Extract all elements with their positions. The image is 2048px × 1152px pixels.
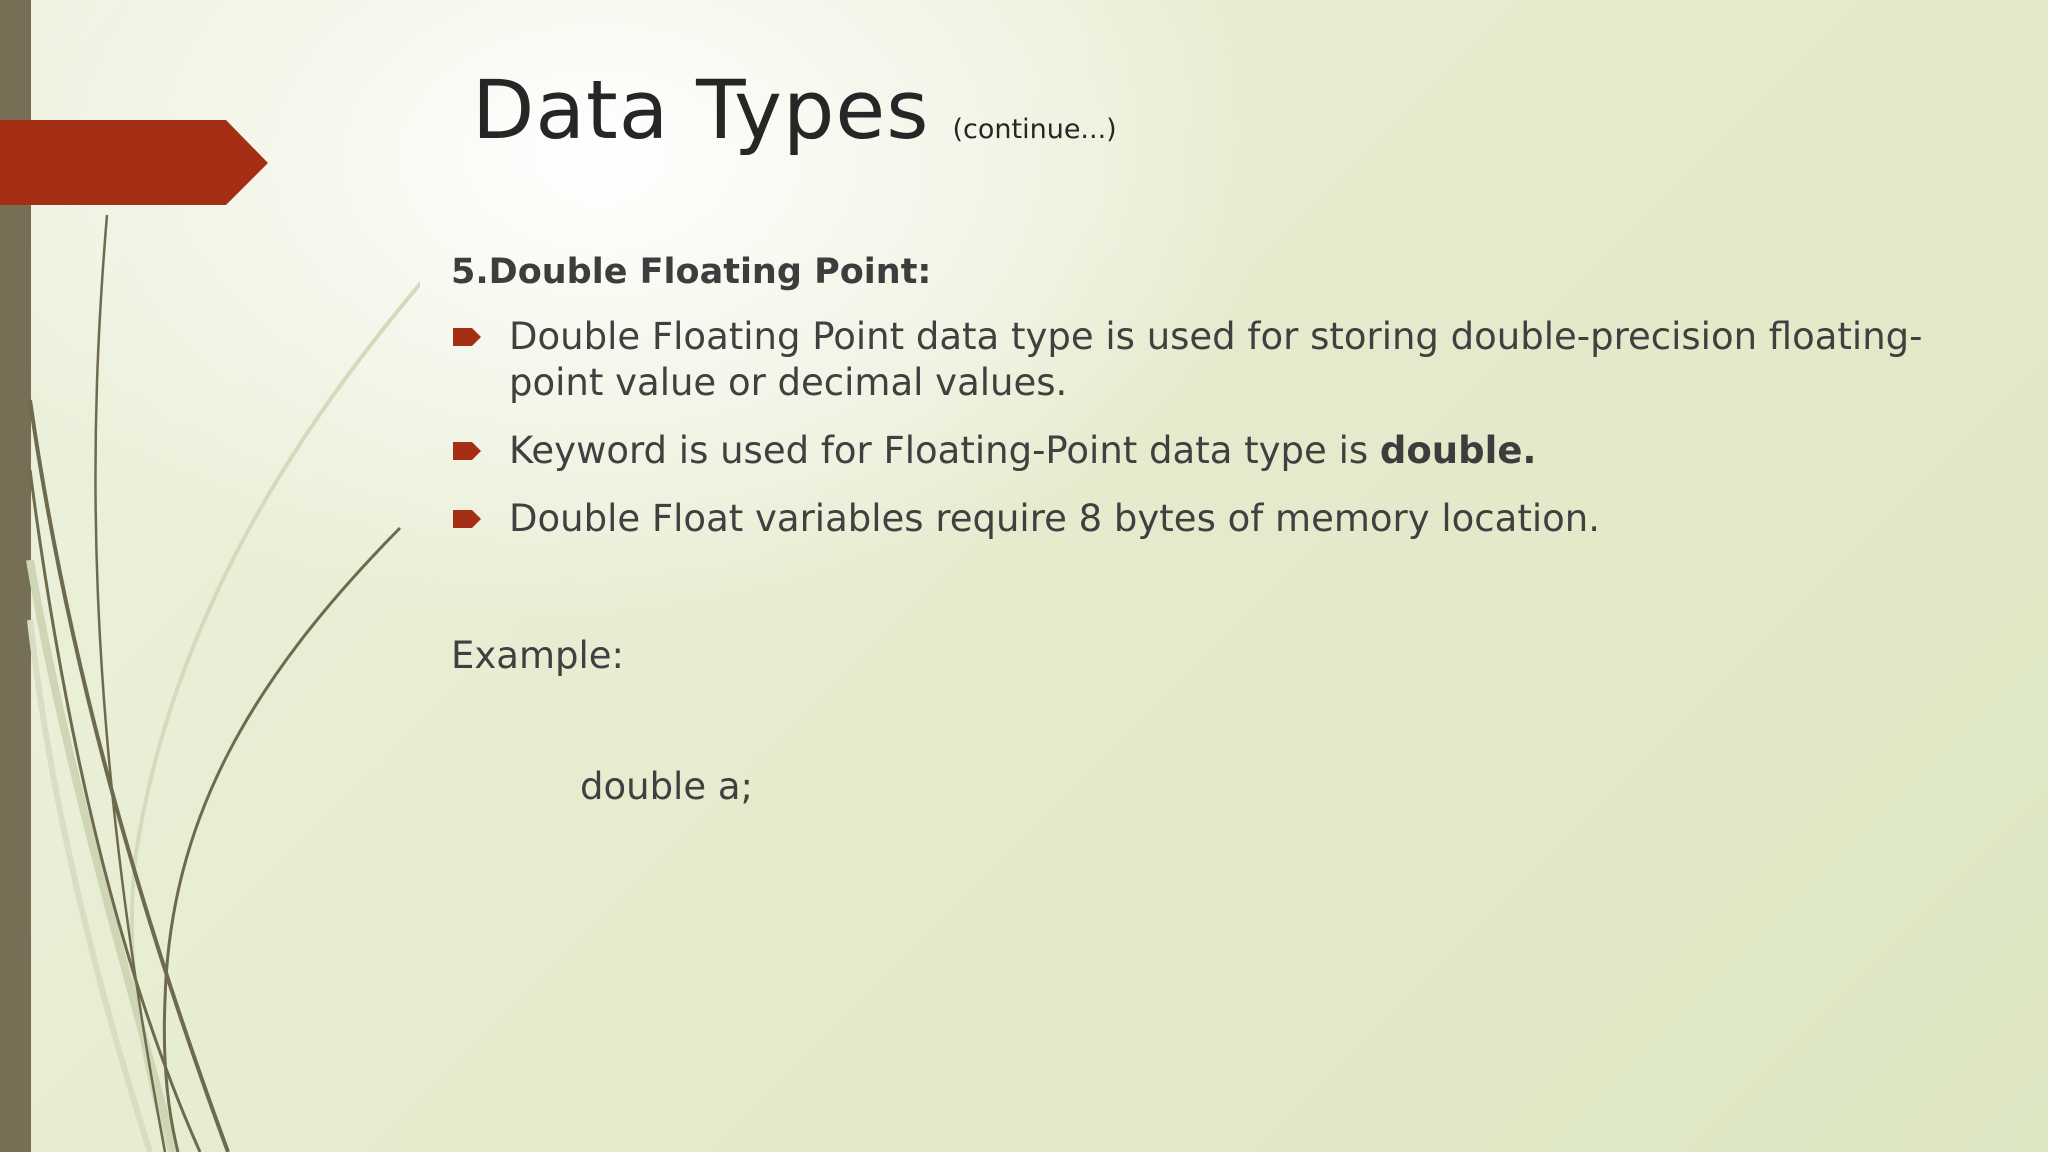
slide-title: Data Types [472, 64, 930, 158]
list-item [451, 428, 1931, 474]
bullet-text: Keyword is used for Floating-Point data type is [509, 429, 1380, 472]
slide-content [451, 252, 1931, 808]
list-item [451, 496, 1931, 542]
example-label: Example: [451, 634, 624, 677]
bullet-list [451, 314, 1931, 542]
arrow-bullet-icon [453, 328, 481, 346]
slide-title-suffix: (continue...) [952, 114, 1117, 145]
arrow-banner-icon [0, 120, 268, 205]
arrow-bullet-icon [453, 442, 481, 460]
keyword-text: double. [1379, 429, 1537, 472]
decorative-stems [0, 0, 420, 1152]
arrow-bullet-icon [453, 510, 481, 528]
bullet-text: Double Float variables require 8 bytes of memory location. [509, 497, 1600, 540]
example-code: double a; [580, 765, 754, 808]
list-item [451, 314, 1931, 406]
section-heading: 5.Double Floating Point: [451, 252, 932, 292]
title-row [472, 64, 1117, 158]
bullet-text: Double Floating Point data type is used for storing double-precision floating-point value or decimal values. [509, 315, 1923, 404]
